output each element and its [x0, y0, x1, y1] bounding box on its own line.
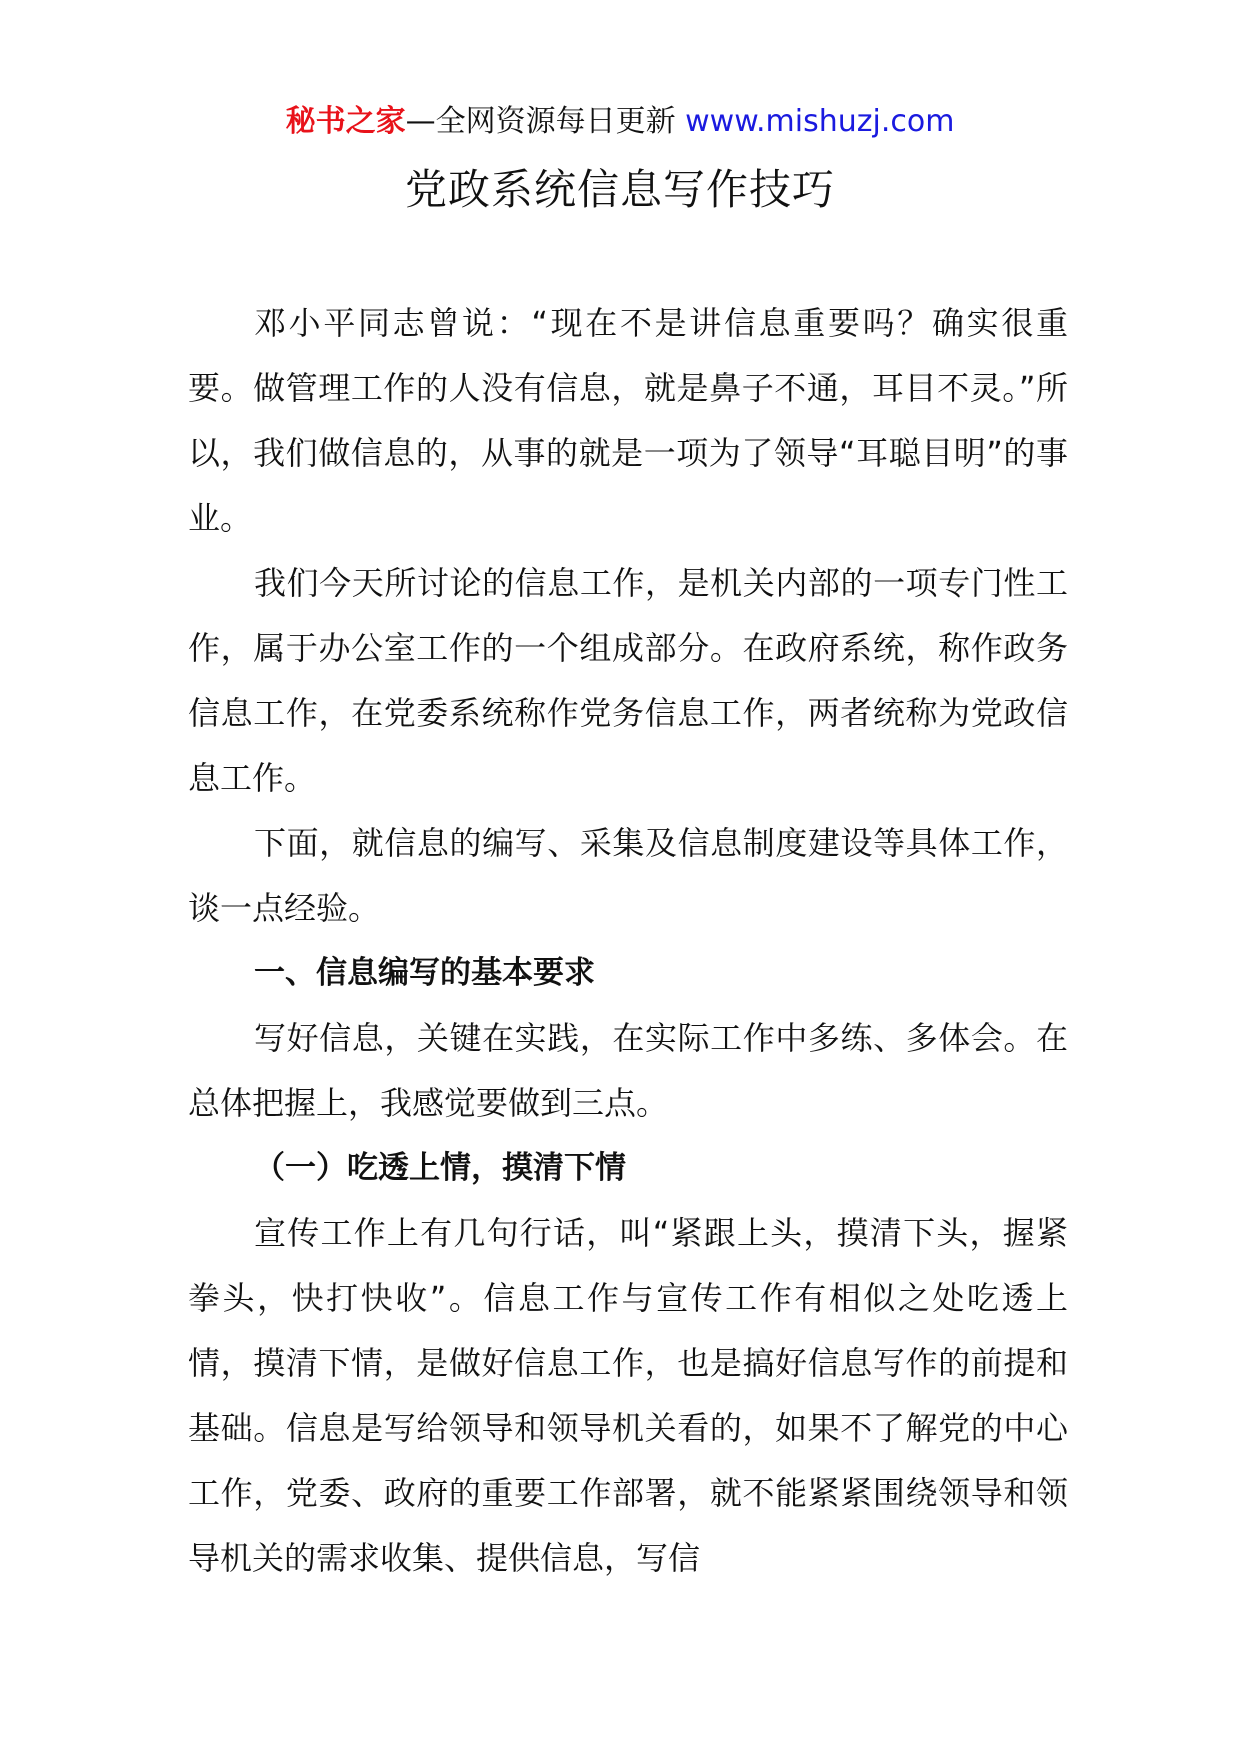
- paragraph: 邓小平同志曾说：“现在不是讲信息重要吗？确实很重要。做管理工作的人没有信息，就是鼻子不通，耳目不灵。”所以，我们做信息的，从事的就是一项为了领导“耳聪目明”的事业。: [188, 304, 1068, 537]
- paragraph: 我们今天所讨论的信息工作，是机关内部的一项专门性工作，属于办公室工作的一个组成部分。在政府系统，称作政务信息工作，在党委系统称作党务信息工作，两者统称为党政信息工作。: [188, 564, 1068, 797]
- document-body: [188, 291, 1068, 1591]
- site-url: www.mishuzj.com: [685, 104, 955, 139]
- brand-name: 秘书之家: [285, 104, 406, 139]
- document-title: 党政系统信息写作技巧: [404, 165, 835, 214]
- paragraph: 宣传工作上有几句行话，叫“紧跟上头，摸清下头，握紧拳头，快打快收”。信息工作与宣传工作有相似之处吃透上情，摸清下情，是做好信息工作，也是搞好信息写作的前提和基础。信息是写给领导和领导机关看的，如果不了解党的中心工作，党委、政府的重要工作部署，就不能紧紧围绕领导和领导机关的需求收集、提供信息，写信: [188, 1214, 1068, 1577]
- paragraph: 下面，就信息的编写、采集及信息制度建设等具体工作，谈一点经验。: [188, 824, 1068, 927]
- subsection-heading: （一）吃透上情，摸清下情: [254, 1150, 626, 1186]
- site-banner: [0, 100, 1240, 144]
- section-heading: 一、信息编写的基本要求: [254, 955, 595, 991]
- banner-tagline: —全网资源每日更新: [405, 104, 686, 139]
- paragraph: 写好信息，关键在实践，在实际工作中多练、多体会。在总体把握上，我感觉要做到三点。: [188, 1019, 1068, 1122]
